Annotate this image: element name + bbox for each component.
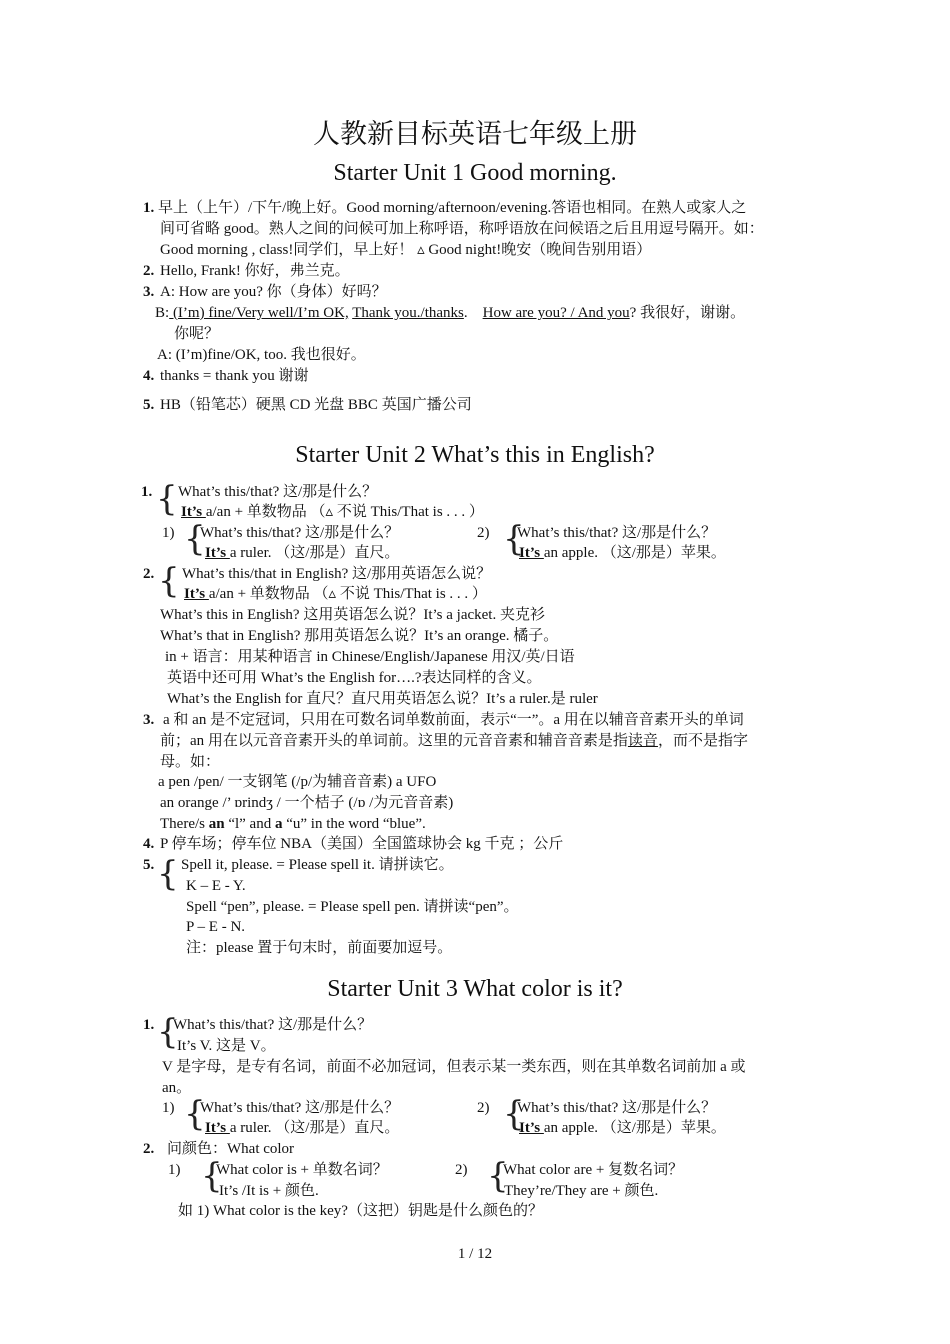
- unit1-p2-text: Hello, Frank! 你好，弗兰克。: [160, 263, 350, 279]
- unit1-p3-b-thanks: Thank you./thanks: [352, 305, 464, 321]
- unit2-s2-answer: [184, 585, 487, 604]
- unit1-p3-b-question: How are you? / And you: [482, 305, 630, 321]
- unit1-p4-number: 4.: [143, 368, 155, 384]
- brace-icon: {: [487, 1156, 509, 1196]
- unit3-c1-question: What color is + 单数名词？: [216, 1162, 388, 1178]
- unit1-p3-b-answer: (I’m) fine/Very well/I’m OK,: [169, 305, 349, 321]
- brace-icon: {: [503, 1094, 525, 1134]
- unit3-c2-answer: They’re/They are + 颜色.: [504, 1183, 659, 1199]
- unit2-s2-number: 2.: [143, 566, 155, 582]
- unit2-s3-line6-end: “u” in the word “blue”.: [282, 816, 426, 832]
- unit3-e2-answer-text: an apple. （这/那是）苹果。: [543, 1120, 726, 1136]
- unit2-s5-line2: K – E - Y.: [186, 878, 246, 894]
- unit2-s2-answer-its: It’s: [184, 586, 209, 602]
- unit1-p3-b: [155, 304, 745, 323]
- unit2-s5-line5: 注：please 置于句末时，前面要加逗号。: [186, 940, 453, 956]
- unit1-p3-c: A: (I’m)fine/OK, too. 我也很好。: [157, 347, 366, 363]
- unit2-e1-answer-its: It’s: [205, 545, 230, 561]
- unit2-e2-answer: [519, 544, 726, 563]
- unit1-p1-line3: Good morning , class!同学们，早上好！ ▵ Good night!晚安（晚间告别用语）: [160, 242, 652, 258]
- unit3-e2-answer: [519, 1119, 726, 1138]
- unit2-s3-line6-mid: “l” and: [224, 816, 275, 832]
- unit3-s2-line4: 如 1) What color is the key?（这把）钥匙是什么颜色的？: [178, 1203, 543, 1219]
- unit3-s2-text: 问颜色：What color: [167, 1141, 295, 1157]
- unit1-p1-line1: 早上（上午）/下午/晚上好。Good morning/afternoon/evening.答语也相同。在熟人或家人之: [158, 200, 747, 216]
- unit1-p3-b-line2: 你呢？: [174, 326, 220, 342]
- unit2-e1-answer: [205, 544, 399, 563]
- unit2-s2-line4: What’s that in English? 那用英语怎么说？It’s an orange. 橘子。: [160, 628, 559, 644]
- unit1-heading: Starter Unit 1 Good morning.: [333, 160, 617, 186]
- brace-icon: {: [503, 519, 525, 559]
- unit1-p4-text: thanks = thank you 谢谢: [160, 368, 309, 384]
- unit2-s3-line2-start: 前；an 用在以元音音素开头的单词前。这里的元音音素和辅音音素是指: [160, 733, 628, 749]
- unit3-e1-answer-its: It’s: [205, 1120, 230, 1136]
- unit2-s5-line4: P – E - N.: [186, 919, 246, 935]
- unit3-c2-question: What color are + 复数名词？: [503, 1162, 684, 1178]
- unit3-c2-number: 2): [455, 1162, 468, 1178]
- unit2-e2-answer-its: It’s: [519, 545, 544, 561]
- unit1-p1-line2: 间可省略 good。熟人之间的问候可加上称呼语，称呼语放在问候语之后且用逗号隔开。如：: [160, 221, 764, 237]
- unit3-e2-question: What’s this/that? 这/那是什么？: [517, 1100, 717, 1116]
- unit3-e1-number: 1): [162, 1100, 175, 1116]
- unit2-s2-line6: 英语中还可用 What’s the English for….?表达同样的含义。: [167, 670, 542, 686]
- unit3-s2-number: 2.: [143, 1141, 155, 1157]
- unit2-s2-line7: What’s the English for 直尺？直尺用英语怎么说？It’s a ruler.是 ruler: [167, 691, 598, 707]
- unit3-e1-answer: [205, 1119, 399, 1138]
- unit2-s3-line2: [160, 732, 748, 751]
- unit2-s5-line3: Spell “pen”, please. = Please spell pen. 请拼读“pen”。: [186, 899, 519, 915]
- unit1-p3-b-translation: ? 我很好，谢谢。: [629, 305, 746, 321]
- unit2-s3-line6: [160, 815, 426, 834]
- unit1-p5-text: HB（铅笔芯）硬黑 CD 光盘 BBC 英国广播公司: [160, 397, 472, 413]
- unit3-e2-answer-its: It’s: [519, 1120, 544, 1136]
- unit2-s3-line5: an orange /’ ɒrindʒ / 一个桔子 (/ɒ /为元音音素): [160, 795, 454, 811]
- unit3-e2-number: 2): [477, 1100, 490, 1116]
- unit2-s1-answer-text: a/an + 单数物品 （▵ 不说 This/That is . . . ）: [205, 504, 484, 520]
- unit2-heading: Starter Unit 2 What’s this in English?: [295, 442, 655, 468]
- unit2-s3-number: 3.: [143, 712, 155, 728]
- brace-icon: {: [157, 854, 179, 894]
- unit2-e1-answer-text: a ruler. （这/那是）直尺。: [229, 545, 400, 561]
- brace-icon: {: [184, 519, 206, 559]
- unit2-s2-question: What’s this/that in English? 这/那用英语怎么说？: [182, 566, 492, 582]
- unit1-p3-b-prefix: B:: [155, 305, 170, 321]
- unit2-e2-answer-text: an apple. （这/那是）苹果。: [543, 545, 726, 561]
- page-number: 1 / 12: [457, 1246, 493, 1262]
- unit2-e1-number: 1): [162, 525, 175, 541]
- unit1-p3-a: A: How are you? 你（身体）好吗？: [160, 284, 387, 300]
- unit3-s1-number: 1.: [143, 1017, 155, 1033]
- unit3-s1-question: What’s this/that? 这/那是什么？: [173, 1017, 373, 1033]
- unit2-e1-question: What’s this/that? 这/那是什么？: [200, 525, 400, 541]
- unit2-s3-line1: a 和 an 是不定冠词，只用在可数名词单数前面，表示“一”。a 用在以辅音音素开头的单词: [163, 712, 744, 728]
- unit2-s3-line3: 母。如：: [160, 754, 221, 770]
- brace-icon: {: [157, 1012, 179, 1052]
- unit2-e2-number: 2): [477, 525, 490, 541]
- unit1-p5-number: 5.: [143, 397, 155, 413]
- unit2-s1-answer: [181, 503, 484, 522]
- brace-icon: {: [201, 1156, 223, 1196]
- unit2-s2-answer-text: a/an + 单数物品 （▵ 不说 This/That is . . . ）: [208, 586, 487, 602]
- unit2-s5-line1: Spell it, please. = Please spell it. 请拼读它。: [181, 857, 454, 873]
- unit2-s5-number: 5.: [143, 857, 155, 873]
- unit2-e2-question: What’s this/that? 这/那是什么？: [517, 525, 717, 541]
- unit3-c1-number: 1): [168, 1162, 181, 1178]
- unit2-s4-text: P 停车场；停车位 NBA（美国）全国篮球协会 kg 千克 ；公斤: [160, 836, 564, 852]
- unit3-s1-answer: It’s V. 这是 V。: [177, 1038, 276, 1054]
- unit1-p3-b-mid: .: [463, 305, 483, 321]
- unit2-s1-question: What’s this/that? 这/那是什么？: [178, 484, 378, 500]
- unit1-p2-number: 2.: [143, 263, 155, 279]
- brace-icon: {: [158, 561, 180, 601]
- unit2-s3-line4: a pen /pen/ 一支钢笔 (/p/为辅音音素) a UFO: [158, 774, 437, 790]
- unit3-e1-answer-text: a ruler. （这/那是）直尺。: [229, 1120, 400, 1136]
- unit1-p3-number: 3.: [143, 284, 155, 300]
- brace-icon: {: [156, 479, 178, 519]
- unit3-c1-answer: It’s /It is + 颜色.: [219, 1183, 319, 1199]
- unit2-s3-line2-emphasis: 读音: [627, 733, 658, 749]
- unit1-p1-number: 1.: [143, 200, 155, 216]
- brace-icon: {: [184, 1094, 206, 1134]
- unit2-s2-line3: What’s this in English? 这用英语怎么说？It’s a jacket. 夹克衫: [160, 607, 545, 623]
- unit3-s1-line3: V 是字母，是专有名词，前面不必加冠词，但表示某一类东西，则在其单数名词前加 a 或: [162, 1059, 746, 1075]
- unit2-s3-line6-start: There/s: [160, 816, 209, 832]
- unit3-heading: Starter Unit 3 What color is it?: [327, 976, 623, 1002]
- unit2-s3-line6-a: a: [274, 816, 283, 832]
- unit3-s1-line4: an。: [162, 1080, 192, 1096]
- unit2-s3-line6-an: an: [208, 816, 225, 832]
- unit2-s2-line5: in + 语言：用某种语言 in Chinese/English/Japanese 用汉/英/日语: [165, 649, 575, 665]
- page-title: 人教新目标英语七年级上册: [313, 119, 637, 149]
- unit2-s4-number: 4.: [143, 836, 155, 852]
- unit2-s1-number: 1.: [141, 484, 153, 500]
- unit2-s1-answer-its: It’s: [181, 504, 206, 520]
- unit3-e1-question: What’s this/that? 这/那是什么？: [200, 1100, 400, 1116]
- unit2-s3-line2-end: ，而不是指字: [657, 733, 748, 749]
